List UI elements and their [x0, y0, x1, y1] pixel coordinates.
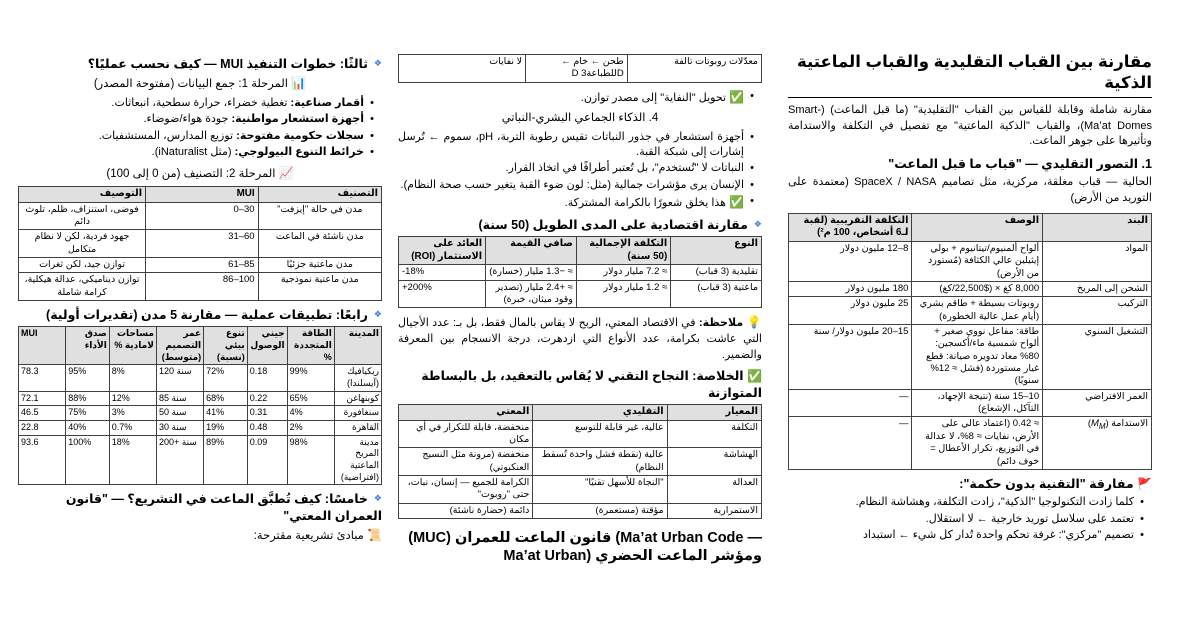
- cell-criterion: الاستمرارية: [667, 503, 761, 518]
- cell-total-cost: ≈ 1.2 مليار دولار: [576, 280, 670, 308]
- column-header: المدينة: [334, 327, 381, 365]
- column-header: مساحات لامادية %: [109, 327, 156, 365]
- cell-mui: 31–60: [146, 230, 259, 258]
- table-header-row: [399, 404, 762, 420]
- table-row: [19, 230, 382, 258]
- column-header: التوصيف: [19, 186, 146, 202]
- partial-waste-table: [398, 54, 762, 83]
- cell-item: العمر الافتراضي: [1043, 389, 1152, 417]
- cell-criterion: الهشاشة: [667, 448, 761, 476]
- table-header-row: [399, 236, 762, 264]
- cell-honesty: 100%: [66, 435, 110, 485]
- list-item: • الإنسان يرى مؤشرات جمالية (مثل: لون ضوء القبة يتغير حسب صحة النظام).: [398, 178, 754, 193]
- cell-mui: 0–30: [146, 202, 259, 230]
- table-row: [19, 257, 382, 272]
- conclusion-heading: ✅ الخلاصة: النجاح التقني لا يُقاس بالتعقيد، بل بالبساطة المتوازنة: [421, 369, 762, 400]
- list-item: • تعتمد على سلاسل توريد خارجية ← لا استقلال.: [788, 512, 1144, 527]
- column-header: صدق الأداء: [66, 327, 110, 365]
- cell-bio: 41%: [204, 406, 248, 421]
- table-row: [789, 325, 1152, 390]
- column-left: [780, 52, 1160, 626]
- table-row: [399, 448, 762, 476]
- waste-bullet-list: [398, 89, 762, 106]
- cell-label: مدن ماعتية جزئيًا: [258, 257, 381, 272]
- table-header-row: [19, 327, 382, 365]
- check-icon: ✅: [747, 369, 762, 384]
- cell-criterion: العدالة: [667, 476, 761, 504]
- table-row: [19, 435, 382, 485]
- cell-item: التركيب: [1043, 297, 1152, 325]
- cell-cost: —: [789, 389, 912, 417]
- list-item: • أجهزة استشعار في جذور النباتات تقيس رطوبة التربة، pH، سموم ← تُرسل إشارات إلى شبكة القبة.: [398, 130, 754, 161]
- cell-type: تقليدية (3 قباب): [671, 265, 762, 280]
- cell-immaterial: 12%: [109, 391, 156, 406]
- cell-mui: 93.6: [19, 435, 66, 485]
- cell-desc: 8,000 كغ × ($22,500/كغ): [912, 282, 1043, 297]
- section-heading-fourth: ❖ رابعًا: تطبيقات عملية — مقارنة 5 مدن (تقديرات أولية): [18, 307, 382, 323]
- column-header: عمر التصميم (متوسط): [156, 327, 203, 365]
- cell-immaterial: 3%: [109, 406, 156, 421]
- table-header-row: [789, 213, 1152, 241]
- cell-traditional: عالية (نقطة فشل واحدة تُسقط النظام): [533, 448, 667, 476]
- cell-honesty: 75%: [66, 406, 110, 421]
- cell-traditional: مؤقتة (مستعمرة): [533, 503, 667, 518]
- cell-honesty: 88%: [66, 391, 110, 406]
- table-row: [789, 242, 1152, 282]
- column-header: صافي القيمة: [486, 236, 577, 264]
- cell-immaterial: 8%: [109, 365, 156, 391]
- economy-note: 💡 ملاحظة: في الاقتصاد المعتي، الربح لا يقاس بالمال فقط، بل بـ: عدد الأجيال التي عاشت بكرامة، عدد الأنواع التي ازدهرت، درجة الانسجام بين المعرفة والضمير.: [398, 315, 762, 361]
- cell-item: الشحن إلى المريخ: [1043, 282, 1152, 297]
- cell-lifespan: 50 سنة: [156, 406, 203, 421]
- flag-icon: 🚩: [1137, 476, 1152, 491]
- cell-lifespan: 85 سنة: [156, 391, 203, 406]
- cell-cost: 15–20 مليون دولار/ سنة: [789, 325, 912, 390]
- list-item: • خرائط التنوع البيولوجي: (مثل iNaturalist).: [18, 145, 374, 160]
- cell-city: مدينة المريخ الماعتية (افتراضية): [334, 435, 381, 485]
- stage1-label: 📊 المرحلة 1: جمع البيانات (مفتوحة المصدر): [93, 76, 307, 91]
- table-row: [399, 55, 762, 83]
- cell-mui: 78.3: [19, 365, 66, 391]
- list-item: • ✅ تحويل "النفاية" إلى مصدر توازن.: [398, 89, 754, 106]
- cell-immaterial: 18%: [109, 435, 156, 485]
- column-header: العائد على الاستثمار (ROI): [399, 236, 486, 264]
- table-row: [789, 417, 1152, 469]
- table-row: [789, 297, 1152, 325]
- column-right: [10, 52, 390, 626]
- cell-honesty: 95%: [66, 365, 110, 391]
- cell-lifespan: 30 سنة: [156, 421, 203, 436]
- paradox-heading: 🚩 مفارقة "التقنية بدون حكمة":: [959, 476, 1152, 491]
- cell-desc: طاقة: مفاعل نووي صغير + ألواح شمسية ماء/أكسجين: 80% معاد تدويره صيانة: قطع غيار مستوردة (فشل ≈ 12% سنويًا): [912, 325, 1043, 390]
- section4-bullet-list: [398, 130, 762, 212]
- bulb-icon: 💡: [746, 315, 762, 330]
- list-item: • كلما زادت التكنولوجيا "الذكية"، زادت التكلفة، وهشاشة النظام.: [788, 495, 1144, 510]
- table-row: [19, 406, 382, 421]
- table-row: [399, 476, 762, 504]
- cell-city: ريكيافيك (آيسلندا): [334, 365, 381, 391]
- cell-desc: جهود فردية، لكن لا نظام متكامل: [19, 230, 146, 258]
- cell-roi: +200%: [399, 280, 486, 308]
- list-item: • سجلات حكومية مفتوحة: توزيع المدارس، المستشفيات.: [18, 129, 374, 144]
- cell-robot-rates: معدّلات روبوتات تالفة: [627, 55, 761, 83]
- cell-renewable: 4%: [287, 406, 334, 421]
- cell-traditional: "النجاة للأسهل تقنيًا": [533, 476, 667, 504]
- cell-desc: 10–15 سنة (نتيجة الإجهاد، التآكل، الإشعاع): [912, 389, 1043, 417]
- column-header: النوع: [671, 236, 762, 264]
- cell-maat: منخفضة، قابلة للتكرار في أي مكان: [399, 420, 533, 448]
- section-heading-fifth: ❖ خامسًا: كيف تُطبَّق الماعت في التشريع؟ — "قانون العمران المعتي": [18, 491, 382, 524]
- cell-immaterial: 0.7%: [109, 421, 156, 436]
- list-item: • أقمار صناعية: تغطية خضراء، حرارة سطحية، انبعاثات.: [18, 96, 374, 111]
- cell-item: الاستدامة $(M_M)$: [1043, 417, 1152, 469]
- table-row: [19, 421, 382, 436]
- cell-desc: توازن جيد، لكن ثغرات: [19, 257, 146, 272]
- cell-desc: روبوتات بسيطة + طاقم بشري (أيام عمل عالية الخطورة): [912, 297, 1043, 325]
- cell-desc: ألواح ألمنيوم/تيتانيوم + بولي إيثيلين عالي الكثافة (مُستورد من الأرض): [912, 242, 1043, 282]
- cell-gini: 0.09: [247, 435, 287, 485]
- column-header: الطاقة المتجددة %: [287, 327, 334, 365]
- cost-table: [788, 213, 1152, 470]
- cell-renewable: 99%: [287, 365, 334, 391]
- list-item: • أجهزة استشعار مواطنية: جودة هواء/ضوضاء.: [18, 112, 374, 127]
- stage1-bullet-list: [18, 96, 382, 161]
- paradox-bullet-list: [788, 495, 1152, 543]
- cell-mui: 61–85: [146, 257, 259, 272]
- cell-mui: 22.8: [19, 421, 66, 436]
- table-row: [399, 420, 762, 448]
- cell-desc: ≈ 0.42 (اعتماد عالي على الأرض، نفايات ≈ 8%، لا عدالة في التوزيع، تكرار الأعطال = خوف دائم): [912, 417, 1043, 469]
- column-header: التقليدي: [533, 404, 667, 420]
- table-row: [19, 391, 382, 406]
- cell-net-value: ≈ +2.4 مليار (تصدير وقود ميثان، خبرة): [486, 280, 577, 308]
- column-header: الوصف: [912, 213, 1043, 241]
- table-row: [399, 280, 762, 308]
- column-header: MUI: [19, 327, 66, 365]
- cell-renewable: 98%: [287, 435, 334, 485]
- list-item: • ✅ هذا يخلق شعورًا بالكرامة المشتركة.: [398, 194, 754, 211]
- column-header: MUI: [146, 186, 259, 202]
- chart-icon: 📊: [291, 76, 307, 91]
- list-item: • تصميم "مركزي": غرفة تحكم واحدة تُدار كل شيء ← استبداد: [788, 528, 1144, 543]
- section1-heading: 1. التصور التقليدي — "قباب ما قبل الماعت": [888, 157, 1152, 172]
- stage2-label: 📈 المرحلة 2: التصنيف (من 0 إلى 100): [106, 166, 294, 181]
- principles-label: 📜 مبادئ تشريعية مقترحة:: [253, 527, 382, 542]
- column-header: المعتي: [399, 404, 533, 420]
- cell-gini: 0.18: [247, 365, 287, 391]
- cell-roi: -18%: [399, 265, 486, 280]
- cell-cost: 8–12 مليون دولار: [789, 242, 912, 282]
- cell-renewable: 65%: [287, 391, 334, 406]
- cell-bio: 72%: [204, 365, 248, 391]
- cell-gini: 0.31: [247, 406, 287, 421]
- cell-bio: 89%: [204, 435, 248, 485]
- cell-renewable: 2%: [287, 421, 334, 436]
- cell-desc: فوضى، استنزاف، ظلم، تلوث دائم: [19, 202, 146, 230]
- cell-bio: 68%: [204, 391, 248, 406]
- cell-desc: توازن ديناميكي، عدالة هيكلية، كرامة شاملة: [19, 273, 146, 301]
- table-row: [399, 503, 762, 518]
- cell-cost: 180 مليون دولار: [789, 282, 912, 297]
- section4-heading-mid: 4. الذكاء الجماعي البشري-النباتي: [501, 112, 659, 125]
- table-row: [19, 202, 382, 230]
- cell-city: سنغافورة: [334, 406, 381, 421]
- column-header: التصنيف: [258, 186, 381, 202]
- column-header: التكلفة الإجمالية (50 سنة): [576, 236, 670, 264]
- table-row: [19, 365, 382, 391]
- cell-maat: دائمة (حضارة ناشئة): [399, 503, 533, 518]
- cell-city: القاهرة: [334, 421, 381, 436]
- cell-mui: 46.5: [19, 406, 66, 421]
- chart-up-icon: 📈: [278, 166, 294, 181]
- column-middle: [390, 52, 770, 626]
- cell-bio: 19%: [204, 421, 248, 436]
- cell-label: مدن ماعتية نموذجية: [258, 273, 381, 301]
- cell-maat: منخفضة (مرونة مثل النسيج العنكبوتي): [399, 448, 533, 476]
- economic-comparison-table: [398, 236, 762, 309]
- cell-label: مدن في حالة "إيزفت": [258, 202, 381, 230]
- column-header: تنوع بيئي (نسبة): [204, 327, 248, 365]
- cell-honesty: 40%: [66, 421, 110, 436]
- check-icon: ✅: [729, 195, 744, 210]
- table-row: [789, 389, 1152, 417]
- classification-table: [18, 186, 382, 301]
- check-icon: ✅: [729, 89, 744, 104]
- cell-item: المواد: [1043, 242, 1152, 282]
- cell-gini: 0.48: [247, 421, 287, 436]
- column-header: التكلفة التقريبية (لقبة لـ6 أشخاص، 100 م²): [789, 213, 912, 241]
- cell-criterion: التكلفة: [667, 420, 761, 448]
- cell-city: كوبنهاغن: [334, 391, 381, 406]
- city-comparison-table: [18, 326, 382, 485]
- table-row: [789, 282, 1152, 297]
- scroll-icon: 📜: [367, 527, 382, 542]
- cell-maat: الكرامة للجميع — إنسان، نبات، حتى "روبوت": [399, 476, 533, 504]
- page-title: مقارنة بين القباب التقليدية والقباب الماعتية الذكية: [788, 52, 1152, 98]
- intro-paragraph: مقارنة شاملة وقابلة للقياس بين القباب "التقليدية" (ما قبل الماعت) (Smart-Ma’at Domes)، والقباب "الذكية الماعتية" مع تفصيل في التكلفة والاستدامة وتأثيرها على جوهر الماعت.: [788, 104, 1153, 148]
- cell-lifespan: 200+ سنة: [156, 435, 203, 485]
- cell-no-waste: لا نفايات: [399, 55, 526, 83]
- table-header-row: [19, 186, 382, 202]
- section-heading-third: ❖ ثالثًا: خطوات التنفيذ MUI — كيف نحسب عمليًا؟: [18, 56, 382, 72]
- cell-mui: 86–100: [146, 273, 259, 301]
- urban-code-heading: — Ma’at Urban Code) قانون الماعت للعمران (MUC) ومؤشر الماعت الحضري (Ma’at Urban: [408, 530, 762, 565]
- column-header: جيني الوصول: [247, 327, 287, 365]
- column-header: المعيار: [667, 404, 761, 420]
- table-row: [19, 273, 382, 301]
- cell-label: مدن ناشئة في الماعت: [258, 230, 381, 258]
- column-header: البند: [1043, 213, 1152, 241]
- criteria-comparison-table: [398, 404, 762, 519]
- section1-subtitle: الحالية — قباب مغلقة، مركزية، مثل تصاميم SpaceX / NASA (معتمدة على التوريد من الأرض): [788, 176, 1152, 204]
- cell-process: طحن ← خام ← DللطباعةD 3: [526, 55, 628, 83]
- cell-cost: —: [789, 417, 912, 469]
- cell-traditional: عالية، غير قابلة للتوسع: [533, 420, 667, 448]
- cell-cost: 25 مليون دولار: [789, 297, 912, 325]
- cell-net-value: ≈ −1.3 مليار (خسارة): [486, 265, 577, 280]
- cell-mui: 72.1: [19, 391, 66, 406]
- cell-total-cost: ≈ 7.2 مليار دولار: [576, 265, 670, 280]
- econ-comparison-heading: ❖ مقارنة اقتصادية على المدى الطويل (50 سنة): [398, 217, 762, 233]
- table-row: [399, 265, 762, 280]
- list-item: • النباتات لا "تُستخدم"، بل تُعتبر أطرافًا في اتخاذ القرار.: [398, 161, 754, 176]
- cell-lifespan: 120 سنة: [156, 365, 203, 391]
- cell-item: التشغيل السنوي: [1043, 325, 1152, 390]
- cell-type: ماعتية (3 قباب): [671, 280, 762, 308]
- cell-gini: 0.22: [247, 391, 287, 406]
